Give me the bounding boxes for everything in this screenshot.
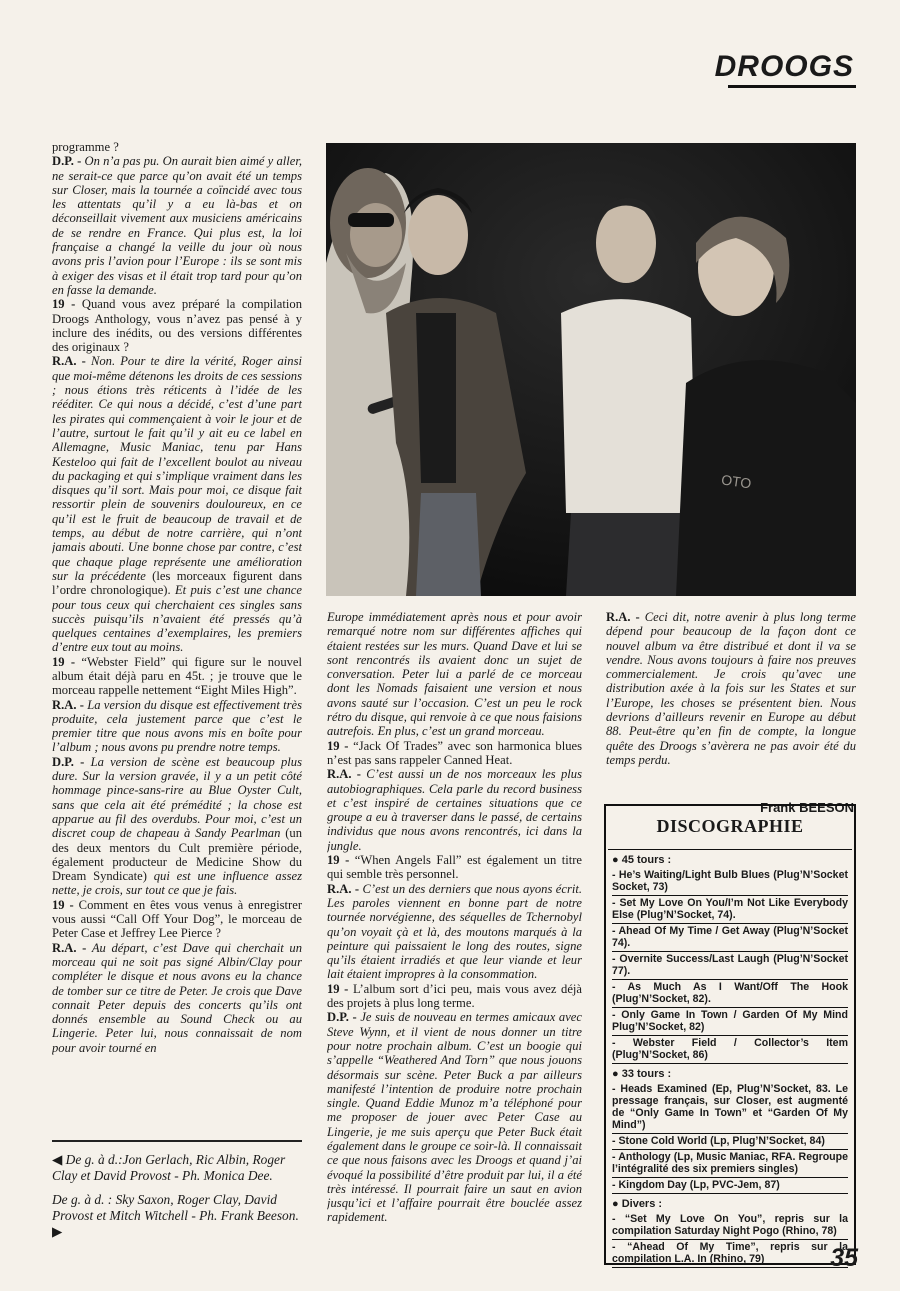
answer-paragraph bbox=[52, 755, 302, 898]
question-paragraph bbox=[327, 982, 582, 1011]
discography-item: - Overnite Success/Last Laugh (Plug’N’Socket 77). bbox=[612, 952, 848, 980]
discography-item: - As Much As I Want/Off The Hook (Plug’N’Socket, 82). bbox=[612, 980, 848, 1008]
discography-item: - “Ahead Of My Time”, repris sur la compilation L.A. In (Rhino, 79) bbox=[612, 1240, 848, 1268]
answer-text: La version du disque est effectivement très produite, cela justement parce que c’est le premier titre que nous avons mis en boîte pour l’album ; nous avons pu prendre notre temps. bbox=[52, 697, 302, 755]
answer-text: Et puis c’est une chance pour tous ceux qui cherchaient ces singles sans succès puisqu’ils n’avaient été pressés qu’à quelques centaines d’exemplaires, les premiers d’entre eux tout au moins. bbox=[52, 583, 302, 655]
page-number: 35 bbox=[830, 1244, 858, 1272]
answer-parenthetical: (un des deux mentors du Cult première période, également producteur de Medicine Show du Dream Syndicate) bbox=[52, 826, 302, 884]
question-paragraph bbox=[52, 655, 302, 698]
discography-rule bbox=[608, 849, 852, 850]
discography-section-label: ● 33 tours : bbox=[612, 1068, 672, 1080]
answer-text: Je suis de nouveau en termes amicaux avec Steve Wynn, et il vient de nous donner un titre pour notre prochain album. C’est un boogie qui s’appelle “Weathered And Torn” que nous jouons désormais sur scène. Peter Buck a par ailleurs manifesté l’intention de produire notre prochain single. Quand Eddie Munoz m’a téléphoné pour me proposer de jouer avec Peter Case au Lingerie, je me suis aperçu que Peter Buck était également dans le groupe ce soir-là. Il connaissait ce que nous faisons avec les Droogs et quand j’ai évoqué la possibilité d’être produit par lui, il a été très intéressé. Il pourrait faire un saut en avion jusqu’ici et l’affaire pourrait être bouclée assez rapidement. bbox=[327, 1010, 582, 1225]
band-photo bbox=[326, 143, 856, 596]
question-paragraph bbox=[52, 297, 302, 354]
header-rule bbox=[728, 85, 856, 88]
speaker-label: R.A. - bbox=[327, 881, 360, 896]
answer-paragraph bbox=[52, 698, 302, 755]
band-photo-illustration bbox=[326, 143, 856, 596]
question-text: “Jack Of Trades” avec son harmonica blues n’est pas sans rappeler Canned Heat. bbox=[327, 738, 582, 767]
question-number: 19 - bbox=[327, 738, 349, 753]
speaker-label: R.A. - bbox=[52, 354, 86, 369]
discography-item: - He’s Waiting/Light Bulb Blues (Plug’N’Socket Socket, 73) bbox=[612, 868, 848, 896]
question-text: “When Angels Fall” est également un titre qui semble très personnel. bbox=[327, 853, 582, 882]
answer-text: Europe immédiatement après nous et pour avoir remarqué notre nom sur différentes affiches qui étaient restées sur les murs. Quand Dave et lui se sont rencontrés ils avaient donc un sujet de conversation. Peter lui a parlé de ce morceau dont les Nomads faisaient une version et nous avons sauté sur l’occasion. C’est un peu le rock rétro du disque, qui renvoie à ce que nous faisions autrefois. En plus, c’est un grand morceau. bbox=[327, 610, 582, 739]
article-column-1 bbox=[52, 140, 302, 1140]
speaker-label: R.A. - bbox=[52, 697, 84, 712]
caption-rule bbox=[52, 1140, 302, 1142]
question-text: L’album sort d’ici peu, mais vous avez déjà des projets à plus long terme. bbox=[327, 981, 582, 1011]
answer-paragraph bbox=[52, 354, 302, 654]
svg-text:OTO: OTO bbox=[720, 471, 753, 492]
speaker-label: D.P. - bbox=[52, 754, 85, 769]
question-number: 19 - bbox=[52, 297, 76, 312]
answer-text: Ceci dit, notre avenir à plus long terme dépend pour beaucoup de la façon dont ce nouvel album va être distribué et dont il va se vendre. Nous avons toujours à faire nos preuves commercialement. Je crois qu’avec une distribution axée à la fois sur les States et sur l’Europe, les choses se présentent bien. Nous devrions d’ailleurs revenir en Europe au début 88. Peut-être qu’en fin de compte, la longue quête des Droogs s’avèrera ne pas avoir été du temps perdu. bbox=[606, 610, 856, 767]
answer-text: qui est une influence assez nette, je crois, sur tout ce que je fais. bbox=[52, 869, 302, 898]
photo-captions bbox=[52, 1152, 302, 1248]
question-number: 19 - bbox=[327, 981, 349, 996]
question-text: Comment en êtes vous venus à enregistrer vous aussi “Call Off Your Dog”, le morceau de Peter Case et Jeffrey Lee Pierce ? bbox=[52, 897, 302, 941]
question-number: 19 - bbox=[327, 853, 350, 868]
answer-parenthetical: (les morceaux figurent dans l’ordre chronologique). bbox=[52, 568, 302, 598]
discography-item: - Stone Cold World (Lp, Plug’N’Socket, 84) bbox=[612, 1134, 848, 1150]
question-number: 19 - bbox=[52, 654, 76, 669]
discography-title: DISCOGRAPHIE bbox=[656, 816, 804, 836]
article-column-2 bbox=[327, 610, 582, 1275]
section-header-title: DROOGS bbox=[714, 50, 854, 83]
discography-section-label: ● 45 tours : bbox=[612, 854, 672, 866]
question-text: Quand vous avez préparé la compilation Droogs Anthology, vous n’avez pas pensé à y inclure des inédits, ou des versions différentes des originaux ? bbox=[52, 297, 302, 355]
discography-item: - Set My Love On You/I’m Not Like Everybody Else (Plug’N’Socket, 74). bbox=[612, 896, 848, 924]
speaker-label: R.A. - bbox=[52, 940, 87, 955]
article-column-3 bbox=[606, 610, 856, 795]
discography-item: - Only Game In Town / Garden Of My Mind Plug’N’Socket, 82) bbox=[612, 1008, 848, 1036]
question-paragraph bbox=[52, 898, 302, 941]
discography-item: - Ahead Of My Time / Get Away (Plug’N’Socket 74). bbox=[612, 924, 848, 952]
discography-item: - Heads Examined (Ep, Plug’N’Socket, 83. Le pressage français, sur Closer, est augmenté de “Only Game In Town” et “Garden Of My Mind”) bbox=[612, 1082, 848, 1134]
question-number: 19 - bbox=[52, 897, 74, 912]
discography-item: - Webster Field / Collector’s Item (Plug’N’Socket, 86) bbox=[612, 1036, 848, 1064]
answer-text: On n’a pas pu. On aurait bien aimé y aller, ne serait-ce que parce qu’on avait été un temps sur Closer, mais la tournée a coïncidé avec tous les attentats qu’il y a eu là-bas et on déconseillait vivement aux musiciens américains de se rendre en France. Qui plus est, la loi française a changé la veille du jour où nous avons pris l’avion pour l’Europe : ils se sont mis à exiger des visas et il était trop tard pour qu’on en fasse la demande. bbox=[52, 154, 302, 297]
answer-paragraph bbox=[52, 941, 302, 1055]
speaker-label: D.P. - bbox=[52, 154, 82, 169]
question-paragraph bbox=[327, 853, 582, 882]
speaker-label: R.A. - bbox=[606, 610, 640, 624]
question-text: programme ? bbox=[52, 140, 119, 154]
discography-box bbox=[604, 804, 856, 1265]
discography-item: - Kingdom Day (Lp, PVC-Jem, 87) bbox=[612, 1178, 848, 1194]
question-paragraph bbox=[327, 739, 582, 768]
answer-text: C’est aussi un de nos morceaux les plus autobiographiques. Cela parle du record business et c’est inspiré de certaines situations que ce groupe a eu à traverser dans le passé, de certains individus que nous avons rencontrés, ici dans la jungle. bbox=[327, 767, 582, 853]
answer-text: Non. Pour te dire la vérité, Roger ainsi que moi-même détenons les droits de ces sessions ; nous étions très réticents à l’idée de les rééditer. Ce qui nous a décidé, c’est d’une part les pirates qui commençaient à voir le jour et de l’autre, surtout le fait qu’il y ait eu ce label en Allemagne, Music Maniac, tenu par Hans Kesteloo qui fait de l’excellent boulot au niveau du packaging et qui s’implique vraiment dans les disques qu’il sort. Mais pour moi, ce disque fait ressortir plein de souvenirs douloureux, en ce qu’il est le fruit de beaucoup de travail et de temps, au début de notre carrière, qui n’ont jamais abouti. Une bonne chose par contre, c’est que chaque plage représente une amélioration sur la précédente bbox=[52, 354, 302, 583]
answer-paragraph bbox=[327, 767, 582, 853]
discography-section-label: ● Divers : bbox=[612, 1198, 663, 1210]
discography-item: - “Set My Love On You”, repris sur la compilation Saturday Night Pogo (Rhino, 78) bbox=[612, 1212, 848, 1240]
author-signature: Frank BEESON bbox=[760, 800, 854, 815]
answer-text: C’est un des derniers que nous ayons écrit. Les paroles viennent en bonne part de notre tournée norvégienne, des séquelles de Tchernobyl qu’on voyait çà et là, des moutons marqués à la peinture qui paissaient le long des routes, signe qu’ils étaient irradiés et que leur viande et leur lait étaient impropres à la consommation. bbox=[327, 881, 582, 982]
speaker-label: D.P. - bbox=[327, 1010, 357, 1025]
answer-text: Au départ, c’est Dave qui cherchait un morceau qui ne soit pas signé Albin/Clay pour compléter le disque et nous avons eu la chance de tomber sur ce titre de Peter. Je crois que Dave connait Peter depuis des concerts qu’ils ont donnés ensemble au Sound Check ou au Lingerie. Peter lui, nous connaissait de nom pour avoir tourné en bbox=[52, 940, 302, 1055]
photo-caption-2: De g. à d. : Sky Saxon, Roger Clay, David Provost et Mitch Witchell - Ph. Frank Beeson. ▶ bbox=[52, 1192, 299, 1239]
question-text: “Webster Field” qui figure sur le nouvel album était déjà paru en 45t. ; je trouve que le morceau rappelle nettement “Eight Miles High”. bbox=[52, 654, 302, 698]
answer-paragraph bbox=[606, 610, 856, 767]
answer-paragraph bbox=[52, 154, 302, 297]
photo-caption-1: ◀ De g. à d.:Jon Gerlach, Ric Albin, Roger Clay et David Provost - Ph. Monica Dee. bbox=[52, 1152, 286, 1183]
answer-paragraph bbox=[327, 1010, 582, 1224]
discography-item: - Anthology (Lp, Music Maniac, RFA. Regroupe l’intégralité des six premiers singles) bbox=[612, 1150, 848, 1178]
speaker-label: R.A. - bbox=[327, 767, 361, 782]
answer-paragraph bbox=[327, 882, 582, 982]
answer-text: La version de scène est beaucoup plus dure. Sur la version gravée, il y a un petit côté hommage pince-sans-rire au Blue Oyster Cult, sans que cela ait été prémédité ; la chose est apparue au fil des overdubs. Pour moi, c’est un discret coup de chapeau à Sandy Pearlman bbox=[52, 754, 302, 841]
